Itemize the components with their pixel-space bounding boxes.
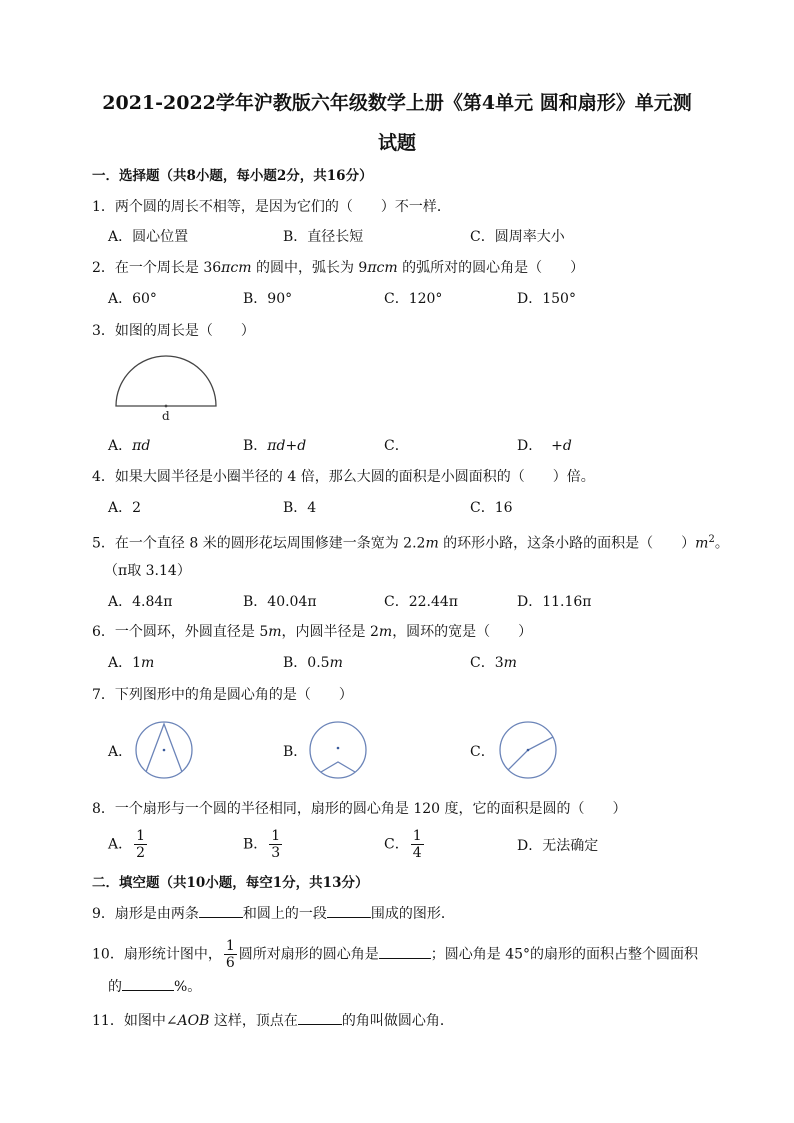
question-10-line2: 的 %。	[108, 976, 201, 997]
question-11: 11．如图中∠AOB 这样，顶点在 的角叫做圆心角．	[92, 1010, 454, 1031]
question-1: 1．两个圆的周长不相等，是因为它们的（ ）不一样．	[92, 199, 451, 215]
q5-option-a: A．4.84π	[108, 594, 173, 610]
q1-option-c: C．圆周率大小	[470, 229, 565, 245]
q7-option-b: B．	[283, 744, 308, 760]
q9-blank-2[interactable]	[327, 903, 371, 918]
question-8: 8．一个扇形与一个圆的半径相同，扇形的圆心角是 120 度，它的面积是圆的（ ）	[92, 801, 627, 817]
q11-blank-1[interactable]	[298, 1010, 342, 1025]
q3-option-d: D． +d	[517, 438, 572, 454]
question-10: 10．扇形统计图中， $\frac{1}{6}$ 圆所对扇形的圆心角是 ；圆心角是 45°的扇形的面积占整个圆面积	[92, 938, 699, 971]
q2-option-a: A．60°	[108, 291, 157, 307]
q6-option-c: C．3m	[470, 655, 517, 671]
q10-blank-2[interactable]	[122, 976, 174, 991]
q7-option-a: A．	[108, 744, 133, 760]
q3-option-b: B．πd+d	[243, 438, 307, 454]
q5-note: （π取 3.14）	[104, 563, 191, 579]
section-heading-fill: 二．填空题（共10小题，每空1分，共13分）	[92, 875, 369, 891]
page-title: 2021-2022学年沪教版六年级数学上册《第4单元 圆和扇形》单元测	[102, 92, 692, 114]
q3-option-c: C．	[384, 438, 409, 454]
page-title-continued: 试题	[377, 132, 416, 154]
question-6: 6．一个圆环，外圆直径是 5m，内圆半径是 2m，圆环的宽是（ ）	[92, 624, 533, 640]
question-4: 4．如果大圆半径是小圈半径的 4 倍，那么大圆的面积是小圆面积的（ ）倍。	[92, 469, 595, 485]
q2-unit-1: πcm	[221, 260, 252, 276]
q5-option-c: C．22.44π	[384, 594, 458, 610]
q8-option-a: A． $\frac{1}{2}$	[108, 828, 146, 861]
question-5: 5．在一个直径 8 米的圆形花坛周围修建一条宽为 2.2m 的环形小路，这条小路的面积是（ ）$m^2$。	[92, 534, 729, 552]
q7-figure-a	[134, 720, 194, 780]
question-2	[92, 258, 584, 278]
q3-option-a: A．πd	[108, 438, 151, 454]
q5-option-d: D．11.16π	[517, 594, 592, 610]
q1-option-a: A．圆心位置	[108, 229, 189, 245]
q7-option-c: C．	[470, 744, 495, 760]
q6-option-a: A．1m	[108, 655, 155, 671]
q2-unit-2: πcm	[367, 260, 398, 276]
q2-text-mid: 的圆中，弧长为 9	[251, 260, 368, 276]
q8-option-d: D．无法确定	[517, 838, 599, 854]
q4-option-c: C．16	[470, 500, 513, 516]
q5-option-b: B．40.04π	[243, 594, 317, 610]
q1-option-b: B．直径长短	[283, 229, 364, 245]
section-heading-choice: 一．选择题（共8小题，每小题2分，共16分）	[92, 168, 373, 184]
question-7: 7．下列图形中的角是圆心角的是（ ）	[92, 687, 353, 703]
q2-text-pre: 2．在一个周长是 36	[92, 260, 222, 276]
question-9: 9．扇形是由两条 和圆上的一段 围成的图形．	[92, 903, 455, 924]
q7-figure-c	[498, 720, 558, 780]
q9-blank-1[interactable]	[199, 903, 243, 918]
q2-option-b: B．90°	[243, 291, 293, 307]
q10-blank-1[interactable]	[379, 944, 431, 959]
diameter-label: d	[162, 409, 170, 423]
q2-text-post: 的弧所对的圆心角是（ ）	[397, 260, 585, 276]
semicircle-figure	[110, 352, 222, 424]
q2-option-c: C．120°	[384, 291, 443, 307]
q4-option-b: B．4	[283, 500, 317, 516]
q6-option-b: B．0.5m	[283, 655, 343, 671]
question-3: 3．如图的周长是（ ）	[92, 323, 255, 339]
q8-option-b: B． $\frac{1}{3}$	[243, 828, 281, 861]
q7-figure-b	[308, 720, 368, 780]
q2-option-d: D．150°	[517, 291, 576, 307]
q4-option-a: A．2	[108, 500, 142, 516]
q8-option-c: C． $\frac{1}{4}$	[384, 828, 422, 861]
